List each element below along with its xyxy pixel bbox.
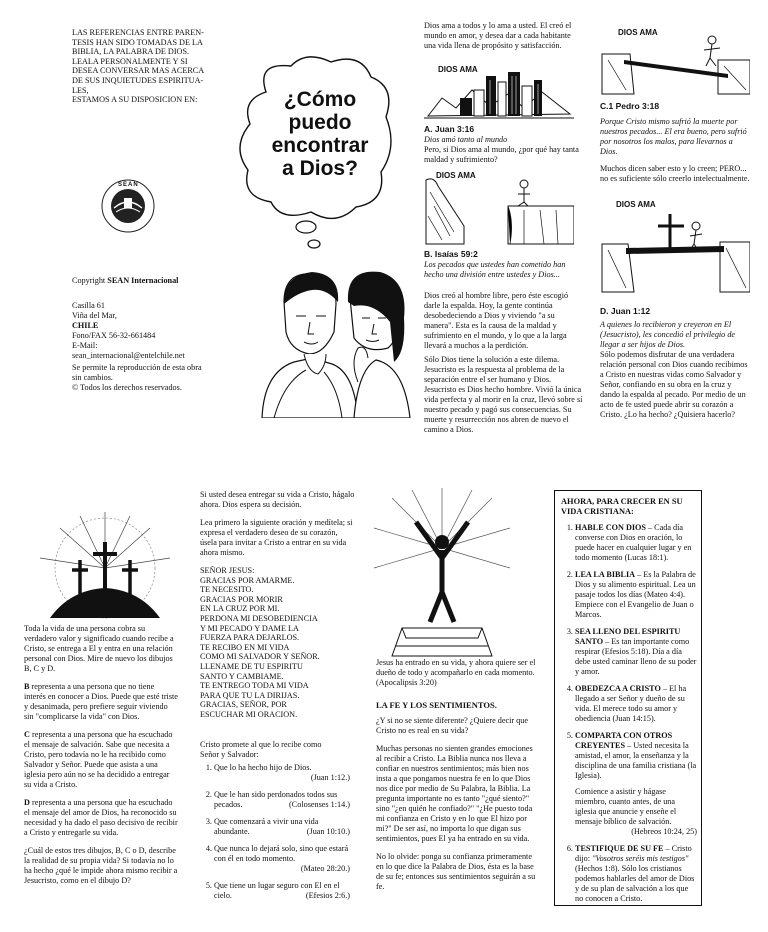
promise-ref: (Colosenses 1:14.) (289, 800, 350, 809)
promise-item (214, 817, 350, 837)
rights (72, 363, 232, 393)
prayer-line: FUERZA PARA DEJARLOS. (200, 633, 300, 643)
letter-d: D (24, 798, 30, 807)
rejoicing-person-illustration (372, 488, 512, 658)
cover-title (250, 88, 390, 180)
promise-item (214, 844, 350, 874)
intro-notice (72, 28, 222, 105)
intro-line: ESTAMOS A SU DISPOSICION EN: (72, 95, 198, 105)
growth-box (554, 490, 702, 906)
rejoicing-caption: Jesus ha entrado en su vida, y ahora quiere ser el dueño de todo y acompañarlo en cada momento. (Apocalipsis 3:20) (376, 658, 536, 687)
prayer-line: TE RECIBO EN MI VIDA (200, 642, 290, 652)
growth-heading: AHORA, PARA CRECER EN SU VIDA CRISTIANA: (561, 497, 683, 516)
quote-a: Dios amó tanto al mundo (424, 135, 508, 144)
logo-text: SEAN (118, 182, 139, 188)
prayer-line: LLENAME DE TU ESPIRITU (200, 661, 303, 671)
p2: Lea primero la siguiente oración y medítela; si expresa el verdadero deseo de su corazón, úsela para invitar a Cristo a entrar en su vida ahora mismo. (200, 518, 353, 557)
sean-logo (100, 178, 156, 234)
p3 (24, 730, 178, 790)
p4-text: representa a una persona que ha escuchado el mensaje del amor de Dios, ha reconocido su necesidad y ha dado el paso decisivo de recibir a Cristo y entregarle su vida. (24, 798, 178, 837)
item-text: – Cristo dijo: (575, 844, 692, 863)
copyright-prefix: Copyright (72, 276, 108, 285)
prayer-line: GRACIAS POR MORIR (200, 594, 283, 604)
rights-line: © Todos los derechos reservados. (72, 383, 182, 392)
address-block (72, 301, 232, 361)
phone: Fono/FAX 56-32-661484 (72, 331, 156, 340)
item-title: COMPARTA CON OTROS CREYENTES (575, 731, 673, 750)
promise-ref: (Juan 10:10.) (306, 827, 350, 836)
ref-c: C.1 Pedro 3:18 (600, 101, 660, 111)
ref-d: D. Juan 1:12 (600, 306, 651, 316)
address-line: Viña del Mar, (72, 311, 117, 320)
p3: No lo olvide: ponga su confianza primeramente en lo que dice la Palabra de Dios, ésta es la base de su fe; entonces sus sentimientos seguirán a su fe. (376, 852, 536, 891)
prayer-line: ESCUCHAR MI ORACION. (200, 709, 298, 719)
ref-b: B. Isaías 59:2 (424, 249, 478, 259)
faith-heading: LA FE Y LOS SENTIMIENTOS. (376, 700, 497, 710)
text-a: Pero, si Dios ama al mundo, ¿por qué hay tanta maldad y sufrimiento? (424, 145, 579, 164)
prayer-line: EN LA CRUZ POR MI. (200, 604, 280, 614)
address-line: Casilla 61 (72, 301, 105, 310)
item-text: (Hechos 1:8). Sólo los cristianos podemos hablarles del amor de Dios y de su plan de salvación a los que no conocen a Cristo. (575, 864, 695, 903)
text-b1: Dios creó al hombre libre, pero éste escogió darle la espalda. Hoy, la gente continúa desobedeciendo a Dios y viviendo "a su manera". Esta es la causa de la maldad y sufrimiento en el mundo, y lo que a la larga llevará a muchos a la perdición. (424, 291, 569, 350)
promise-text: Que nunca lo dejará solo, sino que estará con él en todo momento. (214, 844, 349, 863)
rights-line: sin cambios. (72, 373, 113, 382)
growth-item (575, 627, 697, 677)
item-text: – Usted necesita la amistad, el amor, la enseñanza y la disciplina de una familia cristiana (la Iglesia). (575, 741, 697, 780)
dios-ama-label: DIOS AMA (438, 65, 478, 74)
growth-item (575, 684, 697, 724)
item-ref: (Hebreos 10:24, 25) (631, 827, 697, 836)
promise-text: Que lo ha hecho hijo de Dios. (214, 763, 312, 772)
promise-item (214, 763, 350, 783)
p2-text: representa a una persona que no tiene interés en conocer a Dios. Puede que esté triste y desanimada, pero prefiere seguir viviendo sin "complicarse la vida" con Dios. (24, 682, 178, 721)
p1: ¿Y si no se siente diferente? ¿Quiere decir que Cristo no es real en su vida? (376, 716, 529, 735)
prayer-line: PERDONA MI DESOBEDIENCIA (200, 613, 318, 623)
email-link[interactable]: sean_internacional@entelchile.net (72, 351, 185, 360)
letter-b: B (24, 682, 30, 691)
intro-line: DE SUS INQUIETUDES ESPIRITUA- (72, 75, 204, 85)
promise-item (214, 881, 350, 901)
prayer (200, 566, 360, 720)
panel7-text (376, 716, 536, 895)
rights-line: Se permite la reproducción de esta obra (72, 363, 202, 372)
p1: Si usted desea entregar su vida a Cristo, hágalo ahora. Dios espera su decisión. (200, 490, 355, 509)
letter-c: C (24, 730, 30, 739)
item-extra: Comience a asistir y hágase miembro, cuanto antes, de una iglesia que anuncie y enseñe el mensaje bíblico de salvación. (575, 787, 677, 826)
text-c: Muchos dicen saber esto y lo creen; PERO... no es suficiente sólo creerlo intelectualmente. (600, 164, 750, 183)
cross-bridge-illustration-d (600, 204, 750, 294)
panel3-intro: Dios ama a todos y lo ama a usted. El creó el mundo en amor, y desea dar a cada habitante una vida llena de propósito y satisfacción. (424, 21, 572, 50)
item-title: TESTIFIQUE DE SU FE (575, 844, 664, 853)
ref-a: A. Juan 3:16 (424, 124, 475, 134)
promise-text: Que le han sido perdonados todos sus pecados. (214, 790, 338, 809)
promise-item (214, 790, 350, 810)
prayer-line: SEÑOR JESUS: (200, 566, 255, 575)
text-d: Sólo podemos disfrutar de una verdadera relación personal con Dios cuando recibimos a Cristo en nuestras vidas como Salvador y Señor, confiando en su obra en la cruz y dando la espalda al pecado. Por medio de un acto de fe usted puede abrir su corazón a Cristo. ¿Lo ha hecho? ¿Quisiera hacerlo? (600, 350, 748, 419)
p2: Muchas personas no sienten grandes emociones al recibir a Cristo. La Biblia nunca nos lleva a confiar en nuestros sentimientos; más bien nos insta a que pongamos nuestra fe en lo que Dios nos dice por medio de Su Palabra, la Biblia. La pregunta importante no es tanto "¿qué siento?" sino "¿en quién he confiado?" "¿He puesto toda mi confianza en Cristo y en lo que El hizo por mi?" De ser así, no importa lo que digan sus sentimientos, pues El ya ha entrado en su vida. (376, 744, 533, 843)
intro-line: LES, (72, 85, 89, 95)
dios-ama-label-d: DIOS AMA (616, 200, 656, 209)
text-b2: Sólo Dios tiene la solución a este dilema. Jesucristo es la respuesta al problema de la separación entre el ser humano y Dios. Jesucristo es Dios hecho hombre. Vivió la única vida perfecta y al morir en la cruz, llevó sobre sí nuestro pecado y pagó sus consecuencias. Su muerte y resurrección nos abren de nuevo el camino a Dios. (424, 355, 583, 434)
growth-item (575, 731, 697, 837)
prayer-line: GRACIAS POR AMARME. (200, 575, 295, 585)
intro-line: LAS REFERENCIAS ENTRE PAREN- (72, 28, 204, 37)
promise-intro: Cristo promete al que lo recibe como Señor y Salvador: (200, 740, 322, 759)
quote-d: A quienes lo recibieron y creyeron en El (Jesucristo), les concedió el privilegio de llegar a ser hijos de Dios. (600, 320, 736, 349)
item-title: OBEDEZCA A CRISTO (575, 684, 661, 693)
item-text: – Es tan importante como respirar (Efesios 5:18). Día a día debe usted caminar lleno de su poder y amor. (575, 637, 697, 676)
panel5-text (24, 624, 178, 889)
city-illustration (424, 68, 574, 120)
email-label: E-Mail: (72, 341, 98, 350)
growth-item (575, 844, 697, 904)
item-text: – Es la Palabra de Dios y su alimento espiritual. Lea un pasaje todos los días (Mateo 4:4). Empiece con el Evangelio de Juan o Marcos. (575, 570, 696, 619)
crosses-illustration (30, 508, 180, 620)
cliff-illustration-b (424, 176, 574, 246)
prayer-line: Y MI PECADO Y DAME LA (200, 623, 299, 633)
prayer-line: SANTO Y CAMBIAME. (200, 671, 284, 681)
p1: Toda la vida de una persona cobra su verdadero valor y significado cuando recibe a Cristo, se entrega a El y entra en una relación personal con Dios. Mire de nuevo los dibujos B, C y D. (24, 624, 174, 673)
title-line: a Dios? (282, 157, 358, 180)
item-title: HABLE CON DIOS (575, 523, 646, 532)
promise-ref: (Efesios 2:6.) (305, 891, 350, 900)
p4 (24, 798, 178, 838)
item-title: SEA LLENO DEL ESPIRITU SANTO (575, 627, 681, 646)
intro-line: TESIS HAN SIDO TOMADAS DE LA (72, 37, 203, 47)
copyright (72, 276, 222, 286)
intro-line: BIBLIA, LA PALABRA DE DIOS. (72, 47, 190, 57)
promises-list (200, 763, 350, 908)
promise-text: Que tiene un lugar seguro con El en el cielo. (214, 881, 340, 900)
cross-bridge-illustration-c (600, 30, 750, 96)
p2 (24, 682, 178, 722)
prayer-line: TE ENTREGO TODA MI VIDA (200, 681, 309, 691)
title-line: encontrar (271, 134, 369, 157)
dios-ama-label-c: DIOS AMA (618, 28, 658, 37)
couple-illustration (254, 262, 414, 418)
quote-b: Los pecados que ustedes han cometido han hecho una división entre ustedes y Dios... (424, 260, 566, 279)
promise-text: Que comenzará a vivir una vida abundante. (214, 817, 319, 836)
intro-line: DESEA CONVERSAR MAS ACERCA (72, 66, 205, 76)
p5: ¿Cuál de estos tres dibujos, B, C o D, describe la realidad de su propia vida? Si todavía no lo ha hecho ¿qué le impide ahora mismo recibir a Jesucristo, como en el dibujo D? (24, 846, 178, 885)
intro-line: LEALA PERSONALMENTE Y SI (72, 56, 188, 66)
dios-ama-label-b: DIOS AMA (436, 171, 476, 180)
title-line: puedo (288, 111, 352, 134)
item-text: – El ha llegado a ser Señor y dueño de su vida. El merece todo su amor y obediencia (Juan 14:15). (575, 684, 687, 723)
prayer-line: GRACIAS, SEÑOR, POR (200, 700, 287, 710)
country: CHILE (72, 321, 99, 330)
copyright-org: SEAN Internacional (107, 276, 179, 285)
promise-ref: (Mateo 28:20.) (300, 864, 350, 873)
growth-item (575, 570, 697, 620)
prayer-line: COMO MI SALVADOR Y SEÑOR. (200, 652, 320, 662)
quote-c: Porque Cristo mismo sufrió la muerte por nuestros pecados... El era bueno, pero sufrió por nosotros los malos, para llevarnos a Dios. (600, 117, 747, 156)
item-text: – Cada día converse con Dios en oración, lo puede hacer en cualquier lugar y en todo momento (Lucas 18:1). (575, 523, 692, 562)
item-quote: "Vosotros seréis mis testigos" (592, 854, 689, 863)
title-line: ¿Cómo (283, 88, 357, 111)
prayer-line: PARA QUE TU LA DIRIJAS. (200, 690, 300, 700)
growth-list (561, 523, 697, 904)
growth-item (575, 523, 697, 563)
item-title: LEA LA BIBLIA (575, 570, 636, 579)
panel6-text (200, 490, 356, 561)
p3-text: representa a una persona que ha escuchado el mensaje de salvación. Sabe que necesita a Cristo, pero todavía no le ha recibido como Salvador y Señor. Puede que asista a una iglesia pero aún no se ha decidido a entregar su vida a Cristo. (24, 730, 173, 789)
promise-ref: (Juan 1:12.) (310, 773, 350, 782)
prayer-line: TE NECESITO. (200, 585, 254, 595)
